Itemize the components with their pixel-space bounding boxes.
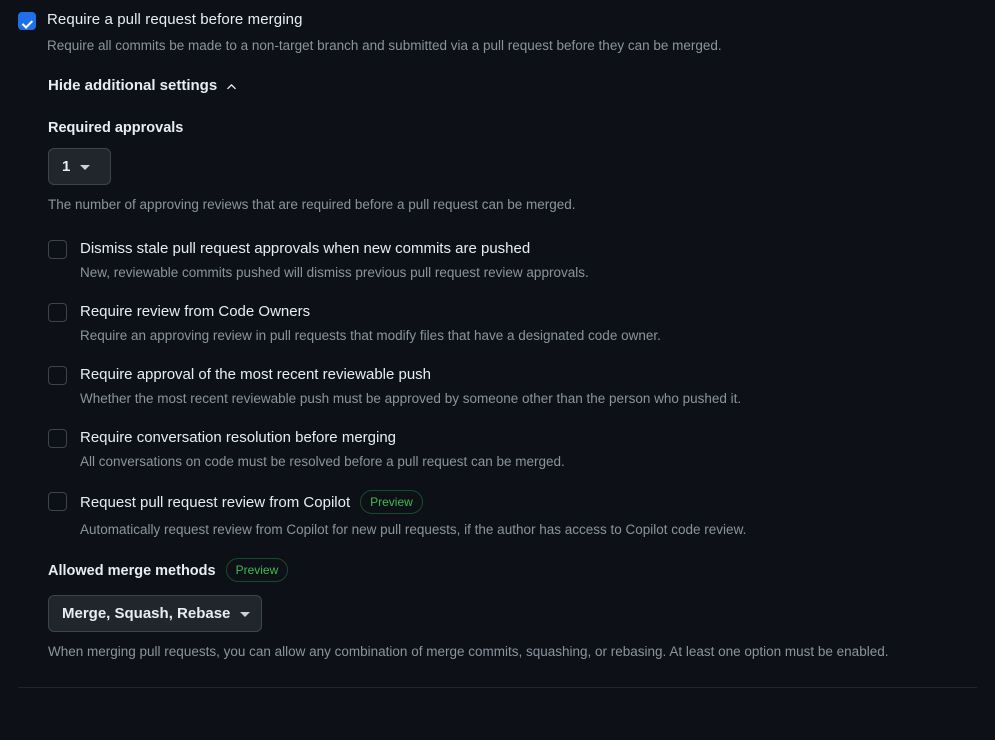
require-pull-request-description: Require all commits be made to a non-target branch and submitted via a pull request before they can be merged. [47, 38, 722, 53]
allowed-merge-methods-help: When merging pull requests, you can allow any combination of merge commits, squashing, or rebasing. At least one option must be enabled. [48, 643, 889, 659]
preview-badge: Preview [360, 490, 423, 514]
require-pull-request-checkbox[interactable] [18, 12, 36, 30]
option-label: Dismiss stale pull request approvals when new commits are pushed [80, 239, 531, 257]
option-checkbox[interactable] [48, 240, 67, 259]
require-pull-request-label: Require a pull request before merging [47, 11, 303, 28]
option-require-approval-recent-push[interactable] [0, 365, 995, 408]
section-divider [18, 687, 977, 688]
allowed-merge-methods-label [48, 559, 995, 583]
option-checkbox[interactable] [48, 366, 67, 385]
allowed-merge-methods-value: Merge, Squash, Rebase [62, 604, 231, 622]
option-request-copilot-review[interactable] [0, 491, 995, 539]
option-require-code-owners-review[interactable] [0, 302, 995, 345]
option-description: Whether the most recent reviewable push must be approved by someone other than the person who pushed it. [80, 390, 742, 406]
option-dismiss-stale-approvals[interactable] [0, 239, 995, 282]
hide-additional-settings-label: Hide additional settings [48, 77, 218, 94]
option-description: New, reviewable commits pushed will dismiss previous pull request review approvals. [80, 264, 589, 280]
option-require-conversation-resolution[interactable] [0, 428, 995, 471]
option-label: Require review from Code Owners [80, 302, 311, 320]
option-description: All conversations on code must be resolved before a pull request can be merged. [80, 453, 565, 469]
option-checkbox[interactable] [48, 429, 67, 448]
option-label: Require conversation resolution before merging [80, 428, 397, 446]
required-approvals-label [48, 120, 995, 136]
option-description: Automatically request review from Copilot for new pull requests, if the author has access to Copilot code review. [80, 521, 747, 537]
allowed-merge-methods-select[interactable] [48, 595, 262, 632]
chevron-down-icon [240, 612, 250, 617]
allowed-merge-methods-label-text: Allowed merge methods [48, 562, 216, 579]
chevron-down-icon [80, 165, 90, 170]
option-checkbox[interactable] [48, 492, 67, 511]
required-approvals-value: 1 [62, 158, 71, 175]
additional-settings-list [0, 239, 995, 539]
preview-badge: Preview [226, 558, 289, 582]
required-approvals-label-text: Required approvals [48, 120, 184, 136]
hide-additional-settings-toggle[interactable] [48, 77, 238, 94]
option-label: Require approval of the most recent reviewable push [80, 365, 432, 383]
required-approvals-help: The number of approving reviews that are required before a pull request can be merged. [48, 197, 576, 212]
chevron-up-icon [225, 80, 238, 93]
option-label: Request pull request review from Copilot [80, 494, 351, 511]
option-description: Require an approving review in pull requests that modify files that have a designated code owner. [80, 327, 661, 343]
option-checkbox[interactable] [48, 303, 67, 322]
required-approvals-select[interactable] [48, 148, 111, 185]
require-pull-request-rule[interactable] [0, 0, 995, 30]
